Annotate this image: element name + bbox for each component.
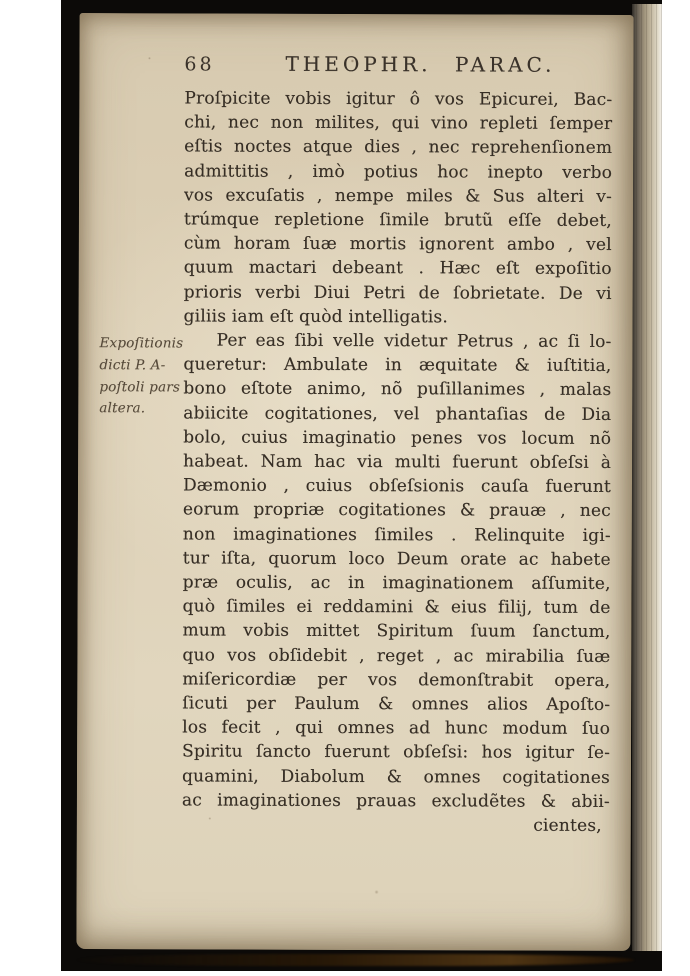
text-line: miſericordiæ per vos demonſtrabit opera, <box>182 669 611 691</box>
text-line: los fecit , qui omnes ad hunc modum ſuo <box>182 717 611 740</box>
book-fore-edge <box>632 4 662 951</box>
text-line: quum mactari debeant . Hæc eſt expoſitio <box>183 257 612 280</box>
text-line: Dæmonio , cuius obſeſsionis cauſa fuerunt <box>182 475 612 498</box>
text-line: chi, nec non milites, qui vino repleti ſemper <box>184 112 613 135</box>
margin-note-line: altera. <box>99 400 146 417</box>
text-line: ſicuti per Paulum & omnes alios Apoſto- <box>182 693 611 715</box>
text-line: non imaginationes ſimiles . Relinquite igi- <box>182 524 611 546</box>
text-line: cientes, <box>533 815 602 836</box>
page-header <box>184 51 612 80</box>
text-line: habeat. Nam hac via multi fuerunt obſeſsi à <box>183 451 612 473</box>
text-line: queretur: Ambulate in æquitate & iuſtitia, <box>183 354 612 377</box>
text-line: mum vobis mittet Spiritum ſuum ſanctum, <box>182 620 611 643</box>
margin-note-line: dicti P. A- <box>99 356 166 374</box>
text-line: bono eſtote animo, nõ puſillanimes , malas <box>183 378 612 401</box>
margin-note-line: Expoſitionis <box>99 335 184 352</box>
text-line: bolo, cuius imaginatio penes vos locum nõ <box>183 427 612 449</box>
text-line: eorum propriæ cogitationes & prauæ , nec <box>182 499 611 522</box>
margin-note-line: poſtoli pars <box>99 378 181 395</box>
scan-backdrop <box>61 0 662 971</box>
text-line: tur iſta, quorum loco Deum orate ac habete <box>182 548 611 570</box>
text-line: Per eas ſibi velle videtur Petrus , ac ſi lo- <box>216 330 612 352</box>
text-line: prioris verbi Diui Petri de ſobrietate. De vi <box>183 282 612 304</box>
book-page <box>76 13 633 951</box>
text-line: quo vos obſidebit , reget , ac mirabilia ſuæ <box>182 645 611 667</box>
text-line: eſtis noctes atque dies , nec reprehenſionem <box>184 136 613 159</box>
text-line: Spiritu ſancto fuerunt obſeſsi: hos igitur ſe- <box>182 741 611 764</box>
text-line: vos excuſatis , nempe miles & Sus alteri v- <box>183 185 613 207</box>
text-line: admittitis , imò potius hoc inepto verbo <box>184 161 613 183</box>
text-line: trúmque repletione ſimile brutũ eſſe debet, <box>183 209 612 231</box>
text-block <box>182 86 613 838</box>
text-line: quò ſimiles ei reddamini & eius filij, tum de <box>182 596 611 619</box>
text-line: cùm horam ſuæ mortis ignorent ambo , vel <box>183 233 612 256</box>
page-number: 68 <box>184 53 215 76</box>
margin-note <box>99 333 187 420</box>
text-line: giliis iam eſt quòd intelligatis. <box>183 306 449 328</box>
book-edge-shadow <box>75 954 634 966</box>
text-line: abiicite cogitationes, vel phantaſias de Dia <box>183 403 612 425</box>
running-title: THEOPHR. PARAC. <box>285 51 556 77</box>
text-line: ac imaginationes prauas excludẽtes & abii- <box>181 790 610 812</box>
text-line: Proſpicite vobis igitur ô vos Epicurei, Bac- <box>184 88 613 110</box>
text-line: quamini, Diabolum & omnes cogitationes <box>181 766 611 788</box>
text-line: præ oculis, ac in imaginationem aſſumite, <box>182 572 611 594</box>
